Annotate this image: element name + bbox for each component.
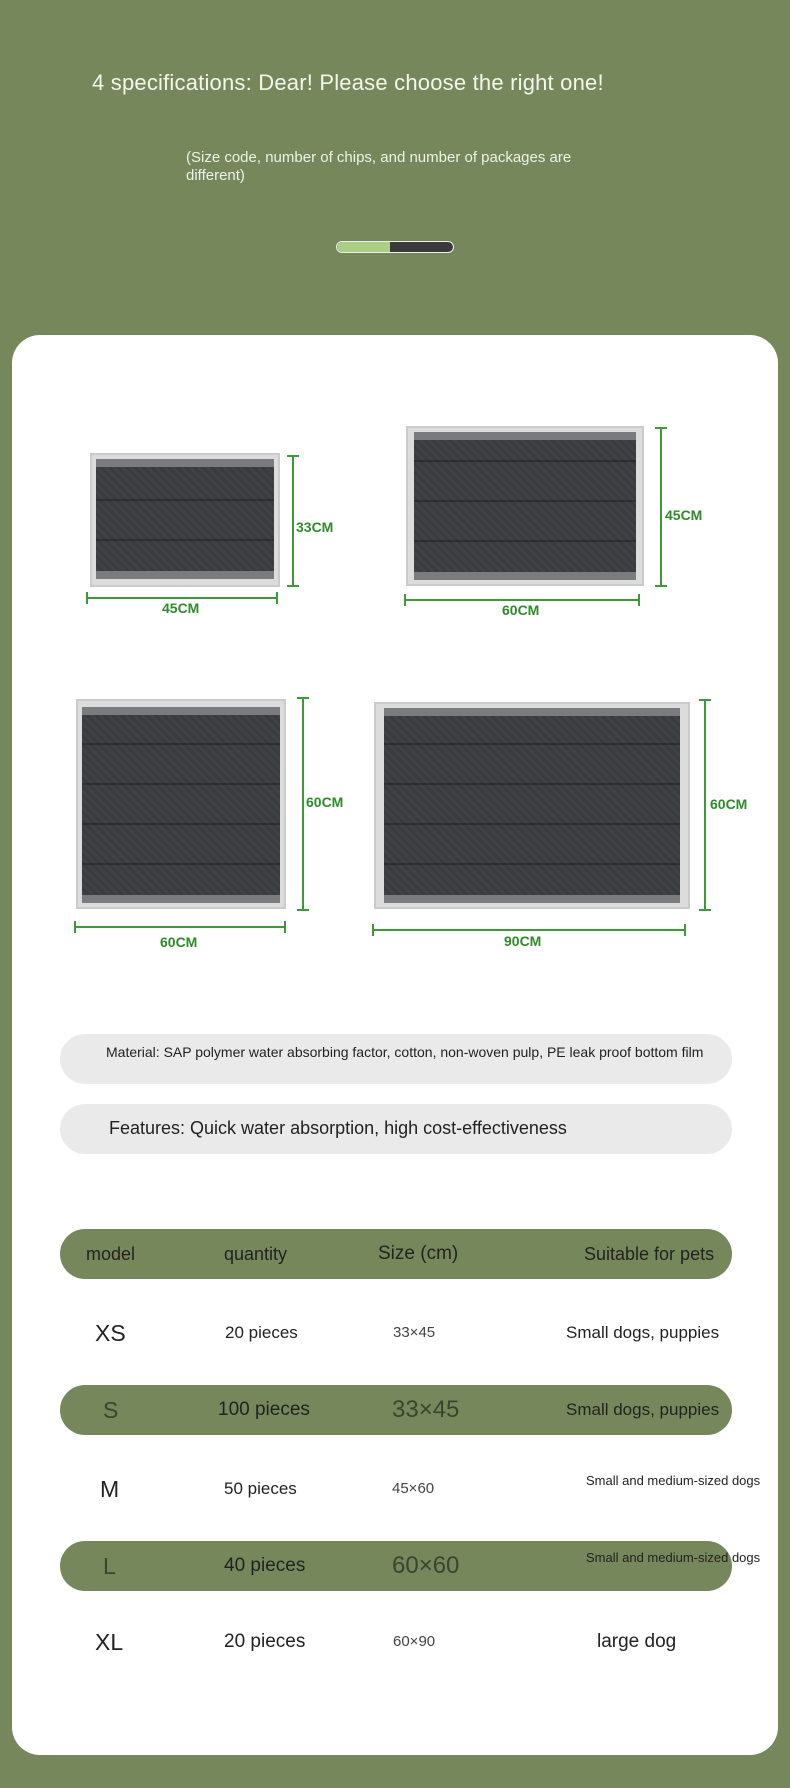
header-size: Size (cm) (378, 1243, 459, 1264)
pad-image-1 (90, 453, 280, 587)
row-pets: Small and medium-sized dogs (586, 1550, 761, 1565)
row-quantity: 20 pieces (224, 1631, 306, 1652)
pad-4-width-line (372, 929, 686, 931)
row-model: S (103, 1397, 119, 1423)
row-quantity: 20 pieces (225, 1323, 298, 1342)
spec-table-header (60, 1229, 732, 1279)
pad-3-width-line (74, 926, 286, 928)
carousel-slider-fill (337, 242, 390, 252)
row-size: 33×45 (393, 1324, 436, 1341)
pad-4-height-line (704, 699, 706, 911)
pad-4-width-label: 90CM (504, 933, 542, 949)
features-info (60, 1104, 732, 1154)
header-pets: Suitable for pets (584, 1244, 715, 1264)
row-model: M (100, 1476, 120, 1502)
header-subtitle: (Size code, number of chips, and number of packages are different) (186, 149, 572, 184)
row-size: 60×60 (392, 1552, 460, 1579)
material-info (60, 1034, 732, 1084)
row-quantity: 40 pieces (224, 1555, 306, 1576)
pad-1-width-line (86, 597, 278, 599)
pad-3-height-label: 60CM (306, 794, 344, 810)
pad-image-2 (406, 426, 644, 586)
table-row (60, 1617, 732, 1667)
row-quantity: 100 pieces (218, 1399, 310, 1420)
row-model: L (103, 1553, 116, 1579)
row-model: XS (95, 1320, 126, 1346)
pad-3-width-label: 60CM (160, 934, 198, 950)
row-pets: Small dogs, puppies (566, 1400, 720, 1419)
pad-2-width-label: 60CM (502, 602, 540, 618)
row-pets: Small dogs, puppies (566, 1323, 720, 1342)
table-row (60, 1464, 761, 1514)
table-row (60, 1308, 732, 1358)
header-title: 4 specifications: Dear! Please choose the right one! (92, 70, 604, 95)
pad-2-width-line (404, 599, 640, 601)
pad-image-4 (374, 702, 690, 909)
pad-2-height-line (660, 427, 662, 587)
table-row (60, 1541, 761, 1591)
header-model: model (86, 1244, 136, 1264)
carousel-slider[interactable] (336, 241, 454, 253)
pad-1-width-label: 45CM (162, 600, 200, 616)
row-size: 45×60 (392, 1480, 435, 1497)
header-quantity: quantity (224, 1244, 288, 1264)
pad-2-height-label: 45CM (665, 507, 703, 523)
pad-4-height-label: 60CM (710, 796, 748, 812)
row-pets: large dog (597, 1631, 677, 1652)
row-quantity: 50 pieces (224, 1479, 297, 1498)
row-pets: Small and medium-sized dogs (586, 1473, 761, 1488)
table-row (60, 1385, 732, 1435)
pad-3-height-line (302, 697, 304, 911)
row-model: XL (95, 1629, 124, 1655)
pad-1-height-label: 33CM (296, 519, 334, 535)
row-size: 60×90 (393, 1633, 436, 1650)
pad-1-height-line (292, 455, 294, 587)
row-size: 33×45 (392, 1396, 460, 1423)
features-text: Features: Quick water absorption, high cost-effectiveness (109, 1118, 567, 1138)
pad-image-3 (76, 699, 286, 909)
material-text: Material: SAP polymer water absorbing factor, cotton, non-woven pulp, PE leak proof bottom film (106, 1044, 704, 1060)
